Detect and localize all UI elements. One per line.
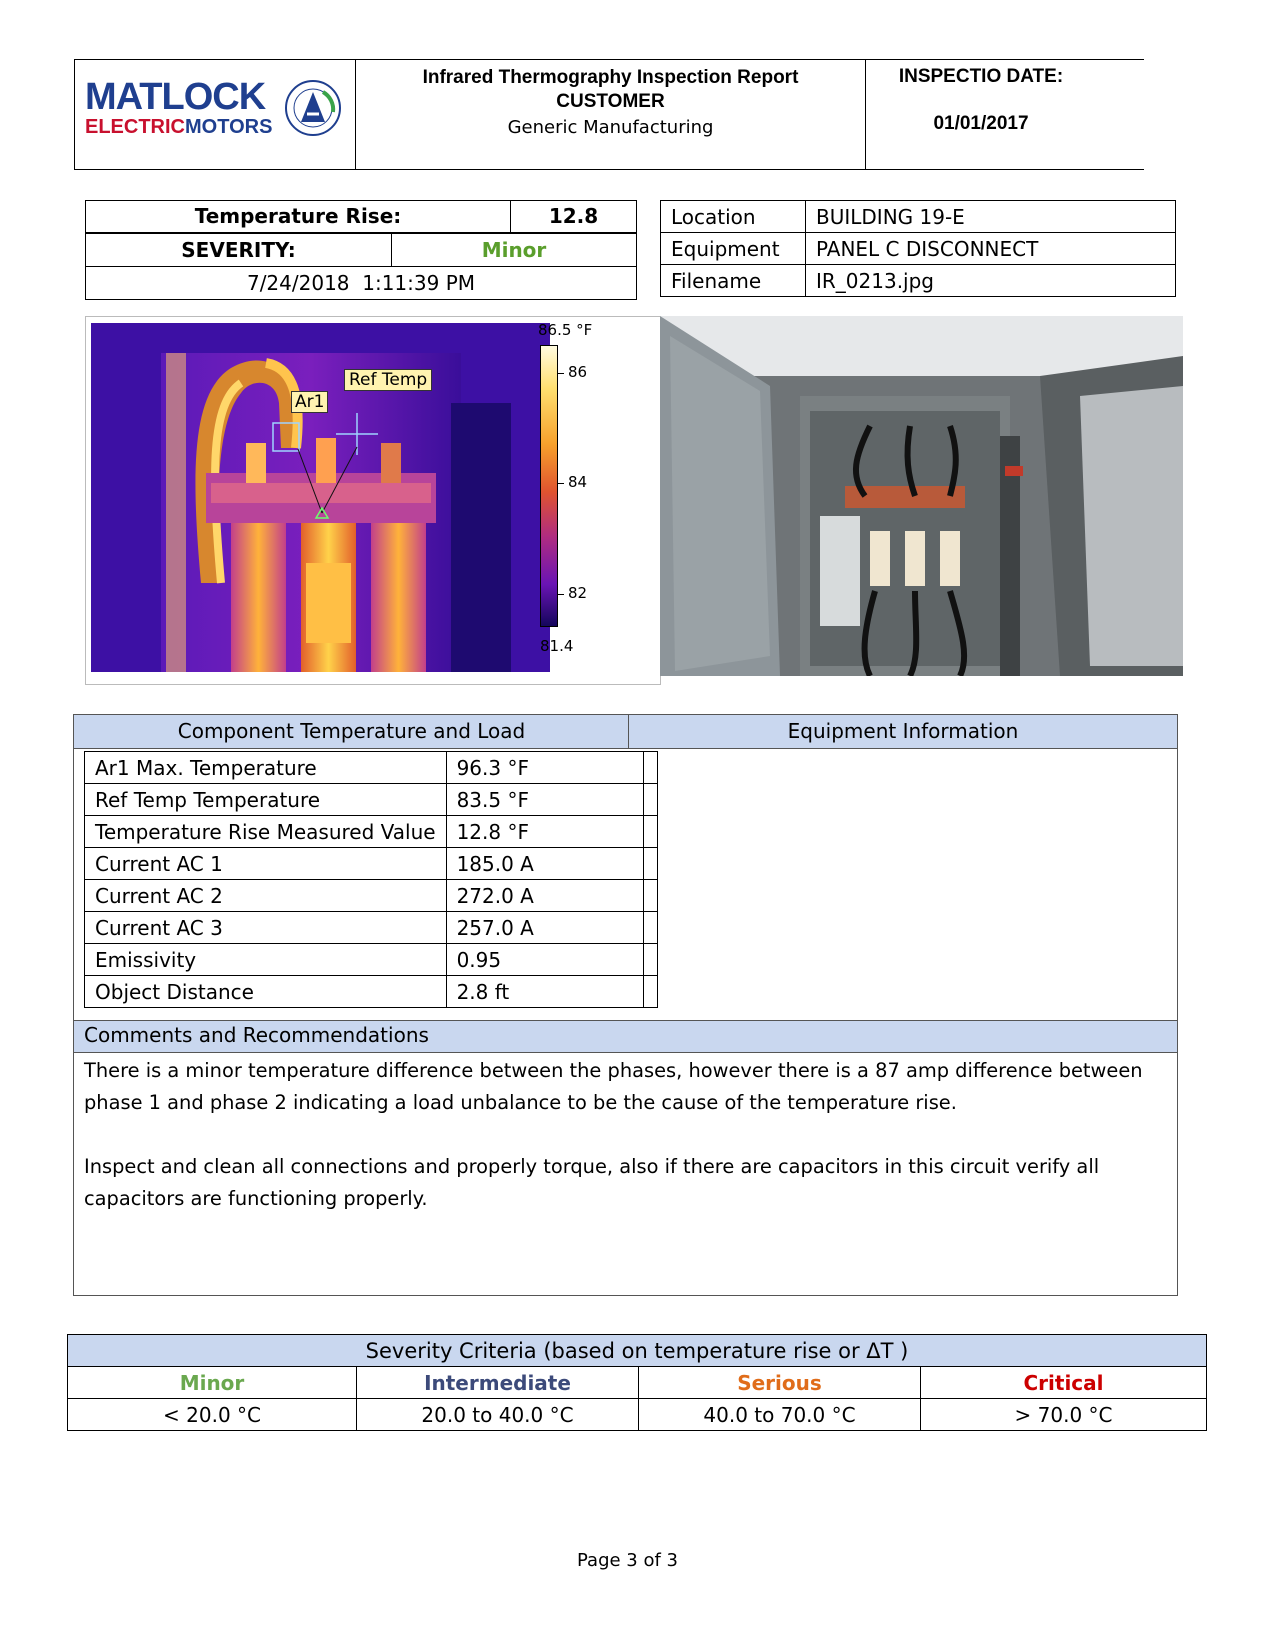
ar1-marker-label: Ar1 xyxy=(291,391,328,413)
logo-electric: ELECTRIC xyxy=(85,116,185,138)
comments-heading: Comments and Recommendations xyxy=(84,1023,429,1047)
severity-criteria-table xyxy=(67,1334,1207,1431)
inspection-date-label: INSPECTIO DATE: xyxy=(898,66,1064,87)
criteria-serious-range: 40.0 to 70.0 °C xyxy=(639,1399,921,1431)
row-label: Temperature Rise Measured Value xyxy=(85,816,447,848)
info-label-location: Location xyxy=(661,201,806,233)
criteria-critical-range: > 70.0 °C xyxy=(921,1399,1207,1431)
row-value: 272.0 A xyxy=(446,880,644,912)
equipment-info-heading: Equipment Information xyxy=(787,719,1019,743)
report-title: Infrared Thermography Inspection Report xyxy=(422,67,799,88)
table-row xyxy=(85,976,658,1008)
severity-label: SEVERITY: xyxy=(85,233,392,267)
info-value-location: BUILDING 19-E xyxy=(806,201,1176,233)
info-value-filename: IR_0213.jpg xyxy=(806,265,1176,297)
criteria-minor: Minor xyxy=(68,1367,357,1399)
row-value: 185.0 A xyxy=(446,848,644,880)
temp-rise-label: Temperature Rise: xyxy=(85,200,511,233)
report-header xyxy=(74,59,1144,170)
row-value: 12.8 °F xyxy=(446,816,644,848)
criteria-critical: Critical xyxy=(921,1367,1207,1399)
table-row xyxy=(68,1399,1207,1431)
row-label: Current AC 3 xyxy=(85,912,447,944)
inspection-date: 01/01/2017 xyxy=(933,113,1029,134)
ref-temp-marker-label: Ref Temp xyxy=(344,369,432,391)
row-label: Current AC 2 xyxy=(85,880,447,912)
table-row xyxy=(68,1367,1207,1399)
summary-box xyxy=(85,200,637,301)
thermal-image-panel xyxy=(85,316,661,685)
company-logo xyxy=(83,76,345,156)
scale-tick-label: 84 xyxy=(568,473,588,492)
page-number: Page 3 of 3 xyxy=(577,1550,678,1571)
logo-wordmark: MATLOCK xyxy=(85,76,266,118)
easa-badge-icon xyxy=(283,78,343,138)
logo-motors: MOTORS xyxy=(185,116,273,138)
row-label: Current AC 1 xyxy=(85,848,447,880)
table-row xyxy=(85,848,658,880)
temp-rise-value: 12.8 xyxy=(510,200,637,233)
table-row xyxy=(661,233,1176,265)
comment-paragraph: There is a minor temperature difference between the phases, however there is a 87 amp difference between phase 1 and phase 2 indicating a load unbalance to be the cause of the temperature rise. xyxy=(84,1059,1143,1114)
table-row xyxy=(661,201,1176,233)
scale-tick xyxy=(558,373,564,374)
marker-overlay xyxy=(86,317,546,677)
table-row xyxy=(85,912,658,944)
scale-tick xyxy=(558,594,564,595)
table-row xyxy=(68,1335,1207,1367)
scale-max-label: 86.5 °F xyxy=(538,321,593,339)
inspection-timestamp: 7/24/2018 1:11:39 PM xyxy=(85,266,637,300)
row-value: 96.3 °F xyxy=(446,752,644,784)
row-value: 2.8 ft xyxy=(446,976,644,1008)
row-label: Ar1 Max. Temperature xyxy=(85,752,447,784)
info-value-equipment: PANEL C DISCONNECT xyxy=(806,233,1176,265)
comments-text xyxy=(84,1055,1164,1215)
criteria-intermediate-range: 20.0 to 40.0 °C xyxy=(357,1399,639,1431)
row-value: 0.95 xyxy=(446,944,644,976)
component-heading: Component Temperature and Load xyxy=(177,719,526,743)
severity-value: Minor xyxy=(391,233,637,267)
info-label-equipment: Equipment xyxy=(661,233,806,265)
component-table xyxy=(84,751,658,1008)
customer-label: CUSTOMER xyxy=(556,91,665,112)
table-row xyxy=(85,752,658,784)
criteria-intermediate: Intermediate xyxy=(357,1367,639,1399)
row-label: Emissivity xyxy=(85,944,447,976)
criteria-serious: Serious xyxy=(639,1367,921,1399)
component-section xyxy=(73,714,1178,1296)
table-row xyxy=(85,784,658,816)
info-label-filename: Filename xyxy=(661,265,806,297)
equipment-photo xyxy=(660,316,1183,676)
scale-tick xyxy=(558,483,564,484)
scale-tick-label: 86 xyxy=(568,362,588,381)
table-row xyxy=(85,944,658,976)
scale-tick-label: 82 xyxy=(568,583,588,602)
row-value: 83.5 °F xyxy=(446,784,644,816)
criteria-minor-range: < 20.0 °C xyxy=(68,1399,357,1431)
recommendation-paragraph: Inspect and clean all connections and properly torque, also if there are capacitors in this circuit verify all capacitors are functioning properly. xyxy=(84,1155,1100,1210)
row-value: 257.0 A xyxy=(446,912,644,944)
criteria-heading: Severity Criteria (based on temperature rise or ΔT ) xyxy=(68,1335,1207,1367)
thermal-color-scale xyxy=(540,345,558,627)
equipment-info-table xyxy=(660,200,1176,297)
table-row xyxy=(661,265,1176,297)
row-label: Ref Temp Temperature xyxy=(85,784,447,816)
table-row xyxy=(85,880,658,912)
table-row xyxy=(85,816,658,848)
customer-name: Generic Manufacturing xyxy=(507,117,714,138)
scale-min-label: 81.4 xyxy=(540,637,574,655)
row-label: Object Distance xyxy=(85,976,447,1008)
